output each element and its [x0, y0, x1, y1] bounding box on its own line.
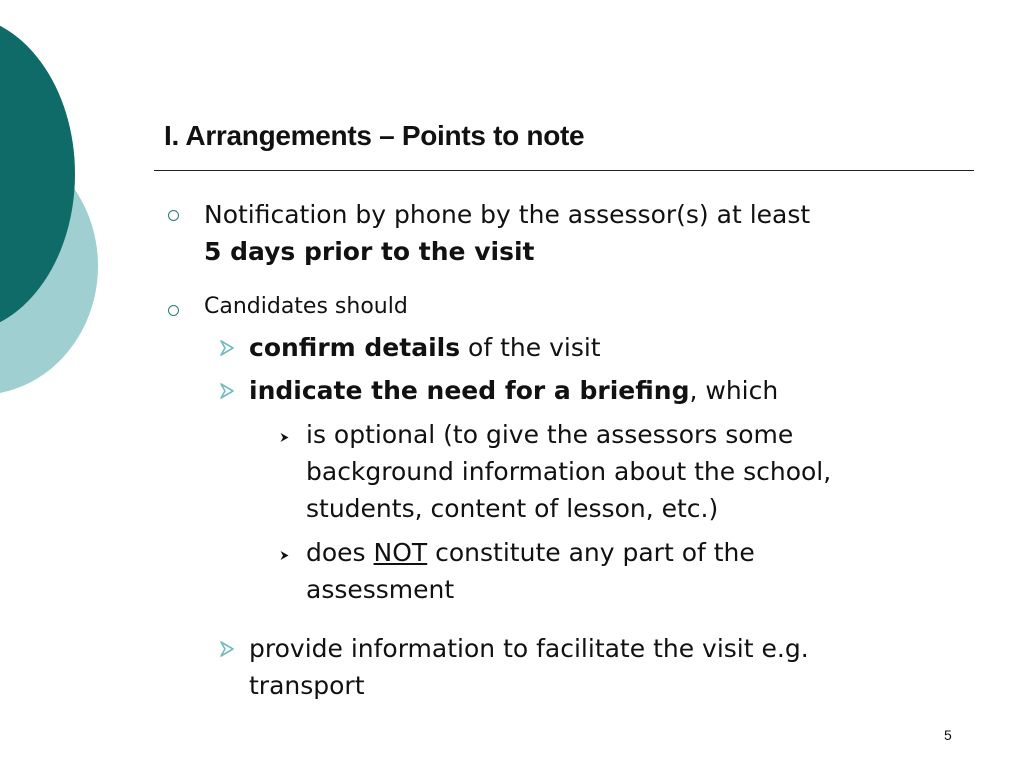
- briefing-not-prefix: does: [306, 538, 374, 567]
- sub-bullet-briefing: [249, 376, 778, 405]
- sub-bullet-provide-info-line1: provide information to facilitate the visit e.g.: [249, 634, 809, 663]
- hollow-circle-bullet-icon: [168, 305, 179, 316]
- briefing-optional-line2: background information about the school,: [306, 457, 832, 486]
- slide-title: I. Arrangements – Points to note: [164, 120, 585, 151]
- briefing-optional-line3: students, content of lesson, etc.): [306, 494, 719, 523]
- briefing-not-assessment-line2: assessment: [306, 575, 455, 604]
- arrow-bullet-icon: [219, 340, 235, 356]
- briefing-not-underlined: NOT: [373, 538, 428, 567]
- briefing-not-assessment-line1: [306, 538, 755, 567]
- briefing-not-suffix: constitute any part of the: [427, 538, 755, 567]
- sub-bullet-briefing-bold: indicate the need for a briefing: [249, 376, 690, 405]
- title-divider: [154, 170, 974, 171]
- bullet-candidates-should: Candidates should: [204, 294, 408, 319]
- bullet-notification-line1: Notification by phone by the assessor(s) at least: [204, 200, 811, 229]
- arrow-bullet-icon: [219, 383, 235, 399]
- briefing-optional-line1: is optional (to give the assessors some: [306, 420, 794, 449]
- sub-bullet-confirm-details: [249, 333, 601, 362]
- slide-number: 5: [944, 727, 952, 743]
- sub-bullet-provide-info-line2: transport: [249, 671, 365, 700]
- small-arrow-bullet-icon: [279, 432, 290, 443]
- sub-bullet-confirm-details-bold: confirm details: [249, 333, 461, 362]
- hollow-circle-bullet-icon: [168, 210, 179, 221]
- arrow-bullet-icon: [219, 641, 235, 657]
- bullet-notification-line2: 5 days prior to the visit: [204, 237, 535, 266]
- sub-bullet-briefing-rest: , which: [689, 376, 779, 405]
- small-arrow-bullet-icon: [279, 550, 290, 561]
- sub-bullet-confirm-details-rest: of the visit: [460, 333, 601, 362]
